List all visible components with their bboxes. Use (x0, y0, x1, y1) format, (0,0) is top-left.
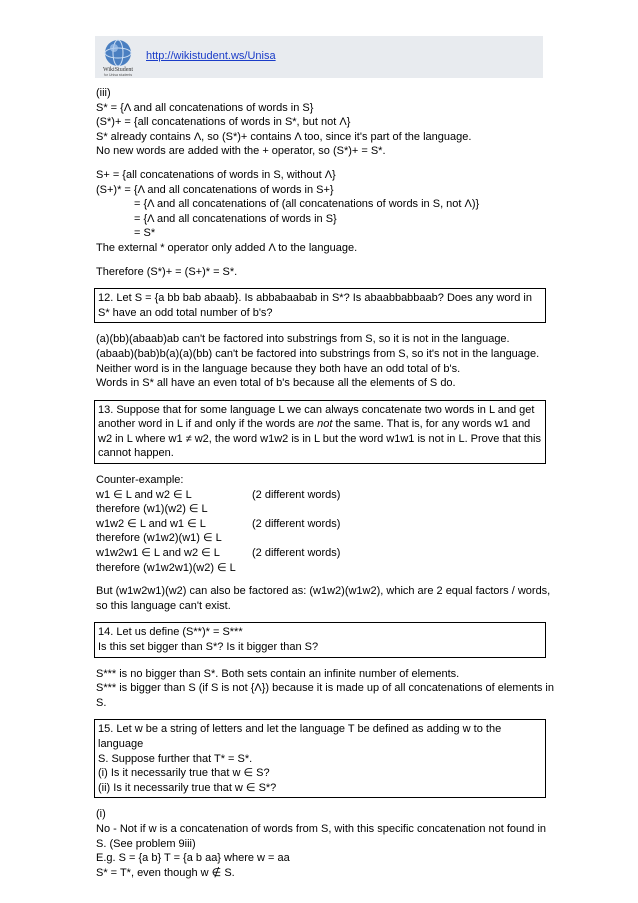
wikistudent-link[interactable]: http://wikistudent.ws/Unisa (146, 50, 276, 62)
answer-13 (96, 473, 551, 613)
text-line: S* = T*, even though w ∉ S. (96, 866, 235, 879)
proof-row: therefore (w1)(w2) ∈ L (96, 503, 208, 516)
answer-14 (96, 667, 554, 711)
question-text: 14. Let us define (S**)* = S*** (98, 626, 243, 639)
text-line: (abaab)(bab)b(a)(a)(bb) can't be factored into substrings from S, so it's not in the language. (96, 347, 540, 360)
question-text: (ii) Is it necessarily true that w ∈ S*? (98, 781, 277, 794)
text-line: (a)(bb)(abaab)ab can't be factored into substrings from S, so it is not in the language. (96, 333, 510, 346)
proof-row: therefore (w1w2)(w1) ∈ L (96, 532, 222, 545)
text-line: = {Λ and all concatenations of (all concatenations of words in S, not Λ)} (134, 198, 480, 211)
section-iii (96, 86, 544, 159)
page-header (95, 36, 543, 78)
question-15 (94, 719, 546, 798)
proof-row: w1w2w1 ∈ L and w2 ∈ L (2 different words) (96, 547, 341, 560)
document-body (96, 86, 554, 880)
question-text: Is this set bigger than S*? Is it bigger than S? (98, 641, 319, 653)
text-line: No new words are added with the + operator, so (S*)+ = S*. (96, 145, 386, 158)
text-line: Neither word is in the language because they both have an odd total of b's. (96, 362, 461, 375)
proof-row: w1 ∈ L and w2 ∈ L (2 different words) (96, 488, 341, 501)
text-line: But (w1w2w1)(w2) can also be factored as: (w1w2)(w1w2), which are 2 equal factors / words, (96, 585, 551, 598)
question-text: 13. Suppose that for some language L we can always concatenate two words in L and get another word in L if and only if the words are not the same. That is, for any words w1 and w2 in L where w1 ≠ w2, the word w1w2 is in L but the word w1w1 is not in L. Prove that this cannot happen. (98, 403, 541, 460)
text-line: S*** is no bigger than S*. Both sets contain an infinite number of elements. (96, 667, 460, 680)
text-line: S*** is bigger than S (if S is not {Λ}) because it is made up of all concatenations of elements in (96, 682, 554, 695)
proof-row: w1w2 ∈ L and w1 ∈ L (2 different words) (96, 517, 341, 530)
text-line: Therefore (S*)+ = (S+)* = S*. (96, 265, 238, 278)
text-line: E.g. S = {a b} T = {a b aa} where w = aa (96, 852, 290, 865)
question-text: S. Suppose further that T* = S*. (98, 752, 253, 765)
answer-15 (96, 807, 547, 880)
wikistudent-logo (95, 36, 141, 78)
text-line: (S+)* = {Λ and all concatenations of words in S+} (96, 183, 334, 196)
answer-12 (96, 332, 544, 390)
text-line: S+ = {all concatenations of words in S, without Λ} (96, 168, 336, 181)
text-line: (iii) (96, 87, 111, 99)
section-iii-plus (96, 168, 544, 256)
proof-row: therefore (w1w2w1)(w2) ∈ L (96, 561, 236, 574)
text-line: S* = {Λ and all concatenations of words in S} (96, 101, 314, 114)
text-line: = {Λ and all concatenations of words in S} (134, 212, 337, 225)
question-text: 12. Let S = {a bb bab abaab}. Is abbabaabab in S*? Is abaabbabbaab? Does any word in S* have an odd total number of b's? (98, 292, 532, 319)
question-14 (94, 622, 546, 657)
text-line: Counter-example: (96, 474, 184, 487)
text-line: S. (See problem 9iii) (96, 837, 196, 850)
text-line: The external * operator only added Λ to the language. (96, 241, 358, 254)
text-line: so this language can't exist. (96, 599, 231, 612)
text-line: (i) (96, 808, 106, 821)
text-line: Words in S* all have an even total of b's because all the elements of S do. (96, 377, 456, 390)
text-line: = S* (134, 227, 156, 240)
question-text: 15. Let w be a string of letters and let the language T be defined as adding w to the language (98, 723, 502, 750)
logo-text: WikiStudent (102, 67, 134, 73)
text-line: (S*)+ = {all concatenations of words in S*, but not Λ} (96, 116, 351, 129)
text-line: S. (96, 696, 107, 709)
text-line: S* already contains Λ, so (S*)+ contains Λ too, since it's part of the language. (96, 130, 472, 143)
question-13 (94, 400, 546, 464)
text-line: No - Not if w is a concatenation of words from S, with this specific concatenation not found in (96, 822, 547, 835)
question-text: (i) Is it necessarily true that w ∈ S? (98, 767, 270, 780)
question-12 (94, 288, 546, 323)
logo-subtext: for Unisa students (103, 73, 133, 77)
